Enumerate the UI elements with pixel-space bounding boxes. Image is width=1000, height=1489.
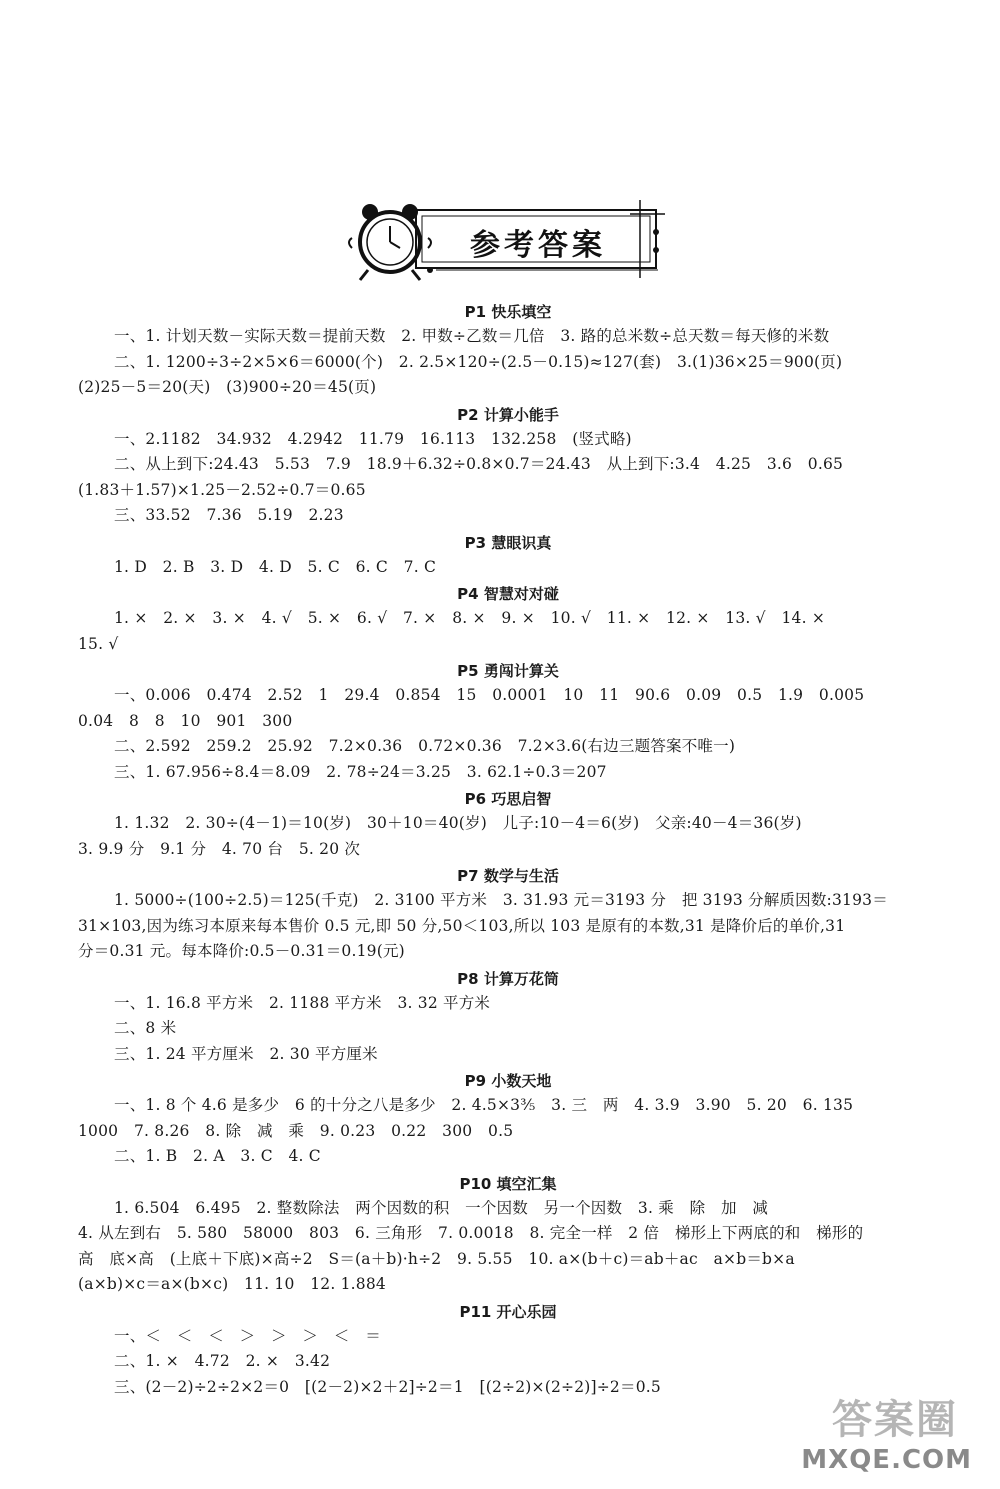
answer-line: 二、从上到下:24.43 5.53 7.9 18.9＋6.32÷0.8×0.7＝24.43 从上到下:3.4 4.25 3.6 0.65 [114,455,844,473]
answer-line: (a×b)×c＝a×(b×c) 11. 10 12. 1.884 [78,1275,386,1293]
answer-line: 1. × 2. × 3. × 4. √ 5. × 6. √ 7. × 8. × 9. × 10. √ 11. × 12. × 13. √ 14. × [114,609,826,627]
section-title: P3 慧眼识真 [464,533,552,552]
answer-section [78,1069,938,1170]
answer-line: 31×103,因为练习本原来每本售价 0.5 元,即 50 分,50＜103,所以 103 是原有的本数,31 是降价后的单价,31 [78,916,846,935]
answer-section [78,787,938,862]
section-title: P10 填空汇集 [459,1174,557,1193]
answer-line: 0.04 8 8 10 901 300 [78,711,293,730]
answer-content [78,298,938,1400]
answer-section [78,300,938,401]
answer-line: (2)25－5＝20(天) (3)900÷20＝45(页) [78,378,377,396]
answer-line: 一、1. 16.8 平方米 2. 1188 平方米 3. 32 平方米 [114,993,491,1012]
answer-line: 一、0.006 0.474 2.52 1 29.4 0.854 15 0.0001 10 11 90.6 0.09 0.5 1.9 0.005 [114,686,865,704]
section-title: P2 计算小能手 [457,405,559,424]
answer-line: 一、1. 8 个 4.6 是多少 6 的十分之八是多少 2. 4.5×3⅗ 3. 三 两 4. 3.9 3.90 5. 20 6. 135 [114,1096,854,1114]
answer-line: 一、1. 计划天数－实际天数＝提前天数 2. 甲数÷乙数＝几倍 3. 路的总米数÷总天数＝每天修的米数 [114,327,830,345]
answer-line: 一、2.1182 34.932 4.2942 11.79 16.113 132.258 (竖式略) [114,429,632,448]
section-title: P7 数学与生活 [457,867,559,885]
answer-line: 二、2.592 259.2 25.92 7.2×0.36 0.72×0.36 7.2×3.6(右边三题答案不唯一) [114,737,736,755]
answer-section [78,1172,938,1298]
section-title: P9 小数天地 [464,1072,552,1090]
watermark [758,1395,978,1475]
answer-line: 1. D 2. B 3. D 4. D 5. C 6. C 7. C [114,557,437,576]
section-title: P6 巧思启智 [464,790,552,808]
watermark-logo: 答案圈 [832,1397,958,1443]
answer-line: 分＝0.31 元。每本降价:0.5－0.31＝0.19(元) [78,942,405,960]
answer-line: 二、8 米 [114,1019,177,1037]
answer-line: 15. √ [78,634,119,653]
answer-section [78,967,938,1068]
answer-line: 三、1. 24 平方厘米 2. 30 平方厘米 [114,1044,378,1063]
answer-line: 一、＜ ＜ ＜ ＞ ＞ ＞ ＜ ＝ [114,1326,381,1345]
answer-line: 二、1. 1200÷3÷2×5×6＝6000(个) 2. 2.5×120÷(2.5－0.15)≈127(套) 3.(1)36×25＝900(页) [114,352,843,371]
answer-line: 1. 6.504 6.495 2. 整数除法 两个因数的积 一个因数 另一个因数 3. 乘 除 加 减 [114,1198,769,1217]
answer-section [78,582,938,657]
section-title: P4 智慧对对碰 [457,585,559,603]
answer-section [78,864,938,965]
answer-line: 1000 7. 8.26 8. 除 减 乘 9. 0.23 0.22 300 0.5 [78,1121,514,1140]
answer-line: 二、1. B 2. A 3. C 4. C [114,1147,321,1165]
section-title: P8 计算万花筒 [457,969,559,988]
answer-line: 三、33.52 7.36 5.19 2.23 [114,506,344,524]
answer-line: 高 底×高 (上底＋下底)×高÷2 S＝(a＋b)·h÷2 9. 5.55 10. a×(b＋c)＝ab＋ac a×b＝b×a [78,1249,795,1268]
title-banner [340,198,670,288]
answer-section [78,403,938,529]
answer-section [78,659,938,785]
section-title: P11 开心乐园 [459,1302,557,1321]
answer-line: 4. 从左到右 5. 580 58000 803 6. 三角形 7. 0.0018 8. 完全一样 2 倍 梯形上下两底的和 梯形的 [78,1224,864,1242]
section-title: P1 快乐填空 [464,303,552,321]
section-title: P5 勇闯计算关 [457,662,559,680]
answer-line: 1. 5000÷(100÷2.5)＝125(千克) 2. 3100 平方米 3. 31.93 元＝3193 分 把 3193 分解质因数:3193＝ [114,891,888,909]
answer-section [78,531,938,581]
answer-line: 三、1. 67.956÷8.4＝8.09 2. 78÷24＝3.25 3. 62.1÷0.3＝207 [114,762,607,781]
watermark-site: MXQE.COM [801,1445,972,1475]
answer-section [78,1300,938,1401]
answer-line: 二、1. × 4.72 2. × 3.42 [114,1352,331,1370]
answer-line: 3. 9.9 分 9.1 分 4. 70 台 5. 20 次 [78,839,361,858]
answer-line: (1.83＋1.57)×1.25－2.52÷0.7＝0.65 [78,480,366,499]
answer-line: 三、(2－2)÷2÷2×2＝0 [(2－2)×2＋2]÷2＝1 [(2÷2)×(2÷2)]÷2＝0.5 [114,1377,661,1396]
answer-line: 1. 1.32 2. 30÷(4－1)＝10(岁) 30＋10＝40(岁) 儿子:10－4＝6(岁) 父亲:40－4＝36(岁) [114,814,802,832]
page-title: 参考答案 [470,228,606,263]
